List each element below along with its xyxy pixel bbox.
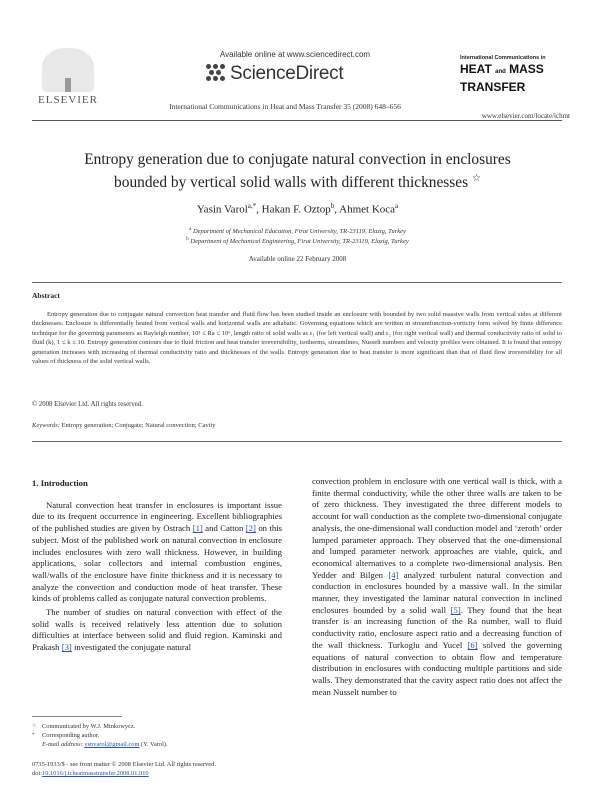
masthead-divider [32,120,562,121]
title-line-1: Entropy generation due to conjugate natural convection in enclosures [84,151,511,168]
keywords-label: Keywords: [32,422,60,429]
affiliation-text: Department of Mechanical Education, Firat University, TR-23119, Elazig, Turkey [192,228,406,236]
journal-cover-and: and [495,69,506,75]
paragraph [32,607,282,654]
reference-link[interactable]: [5] [450,604,461,615]
footnote-communicated [32,722,272,731]
article-title [40,150,555,192]
paragraph-text: analyzed turbulent natural convection and conduction in enclosures bounded by a massive wall. In the similar manner, they investigated the laminar natural convection in inclined enclosures bounded by a solid wall [312,569,563,615]
footnote-text: Communicated by W.J. Minkowycz. [42,723,136,730]
journal-cover-heat: HEAT [460,62,492,76]
author-name[interactable]: Hakan F. Oztop [261,203,331,216]
paragraph-text: Natural convection heat transfer in enclosures is important issue due to its frequent occurrence in engineering. Excellent bibliographies of the published studies are given by Ostrach [32,499,282,534]
author-name[interactable]: Yasin Varol [196,203,248,216]
elsevier-logo [32,48,104,110]
footnote-email [32,740,272,749]
paragraph-text: solved the governing equations of natural convection to obtain flow and temperature distribution in enclosures with conducting multiple partitions and side walls. They demonstrated that the cavity aspect ratio does not affect the mean Nusselt number to [312,639,562,697]
paragraph-text: investigated the conjugate natural [71,642,191,653]
elsevier-tree-icon [42,48,94,92]
section-heading-introduction: 1. Introduction [32,478,88,488]
journal-masthead [0,0,595,136]
journal-cover-mass: MASS [509,62,544,76]
reference-link[interactable]: [2] [245,523,256,534]
affiliation-mark: b [186,237,189,242]
paragraph-text: The number of studies on natural convection with effect of the solid walls is received relatively less attention due to solution difficulties at interface between solid and fluid region. Kaminski and Prakash [32,607,282,653]
journal-citation: International Communications in Heat and Mass Transfer 35 (2008) 648–656 [169,102,401,111]
paragraph [312,476,562,698]
footnote-mark: ☆ [32,724,37,729]
journal-cover-subtitle: International Communications in [460,55,546,61]
abstract-copyright: © 2008 Elsevier Ltd. All rights reserved. [32,401,143,408]
journal-url-link[interactable]: www.elsevier.com/locate/ichmt [481,112,570,120]
author-affiliation-mark: a, [247,202,253,210]
paragraph-text: on this subject. Most of the published work on natural convection in enclosure includes enclosures with zero wall thickness. However, in building applications, solar collectors and internal combustion engines, wall/walls of the enclosure have finite thickness and it is necessary to analyze the convection and conduction mode of heat transfer. These kinds of problems called as conjugate natural convection problems. [32,523,282,604]
title-line-2: bounded by vertical solid walls with different thicknesses [114,174,469,192]
online-date: Available online 22 February 2008 [248,255,347,263]
keywords-list: Entropy generation; Conjugate; Natural convection; Cavity [61,422,216,429]
available-online-text: Available online at www.sciencedirect.com [219,50,371,59]
right-column [312,476,562,700]
doi-link[interactable]: 10.1016/j.icheatmasstransfer.2008.01.010 [41,770,149,777]
sciencedirect-logo [204,60,364,90]
reference-link[interactable]: [1] [192,523,203,534]
journal-cover-logo [460,55,558,107]
keywords [32,422,216,429]
sciencedirect-wordmark: ScienceDirect [230,63,344,84]
email-link[interactable]: ysnvarol@gmail.com [84,741,140,748]
paragraph [32,500,282,605]
affiliation-a [40,227,555,235]
affiliation-mark: a [189,227,192,232]
page-footer [32,760,332,778]
title-footnote-mark[interactable]: ☆ [471,173,481,184]
author-separator: , [256,203,262,216]
left-column [32,478,282,656]
paragraph-text: . They found that the heat transfer is an increasing function of the Ra number, wall to fluid conductivity ratio, enclosure aspect ratio and a decreasing function of the wall thickness. Turkoglu and Yucel [312,604,563,650]
reference-link[interactable]: [6] [467,639,478,650]
abstract-top-divider [32,282,562,283]
email-suffix: (Y. Varol). [139,741,168,748]
journal-cover-transfer: TRANSFER [460,80,526,94]
footnote-corresponding [32,731,272,740]
corresponding-author-mark[interactable]: * [252,202,257,210]
author-list [40,202,555,216]
footnote-divider [32,716,122,717]
author-name[interactable]: Ahmet Koca [339,203,396,216]
reference-link[interactable]: [4] [388,569,399,580]
sciencedirect-dots-icon [204,64,228,84]
doi-label: doi: [32,770,42,777]
author-affiliation-mark: a [395,202,399,210]
doi-line [32,769,332,778]
footnote-text: Corresponding author. [42,732,100,739]
issn-line: 0735-1933/$ - see front matter © 2008 Elsevier Ltd. All rights reserved. [32,761,216,768]
author-separator: , [334,203,340,216]
abstract-text: Entropy generation due to conjugate natural convection heat transfer and fluid flow has been studied inside an enclosure with bounded by two solid massive walls from vertical sides at different thicknesses. Enclosure is differentially heated from vertical walls and horizontal walls are adiabatic. Governing equations which are written in streamfunction-vorticity form solved by finite difference technique for the governing parameters as Rayleigh number, 10³ ≤ Ra ≤ 10⁶, length ratio of solid walls as ε₁ (for left vertical wall) and ε₂ (for right vertical wall) and thermal conductivity ratio of solid to fluid (k), 1 ≤ k ≤ 10. Entropy generation contours due to fluid friction and heat transfer irreversibility, isotherms, streamlines, Nusselt numbers and velocity profiles were obtained. It is found that entropy generation increases with increasing of thermal conductivity ratio and thicknesses of the walls. Entropy generation due to heat transfer is more significant than that of fluid flow irreversibility for all values of thickness of the solid vertical walls. [32,311,562,366]
email-label: E-mail address: [42,741,83,748]
affiliation-text: Department of Mechanical Engineering, Firat University, TR-23119, Elazig, Turkey [190,238,409,246]
affiliation-b [40,237,555,245]
author-affiliation-mark: b [330,202,335,210]
abstract-heading: Abstract [32,291,60,300]
footnotes [32,722,272,749]
paragraph-text: convection problem in enclosure with one vertical wall is thick, with a finite thermal conductivity, while the other three walls are taken to be of zero thickness. They investigated the three different models to account for wall conduction as the complete two-dimensional conjugate analysis, the one-dimensional wall conduction model and ‘zeroth’ order lumped parameter approach. They observed that the one-dimensional and lumped parameter network approaches are viable, quick, and economical alternatives to a complete two-dimensional analysis. Ben Yedder and Bilgen [312,476,562,580]
paragraph-text: and Catton [202,523,246,534]
abstract-bottom-divider [32,441,562,442]
elsevier-wordmark: ELSEVIER [38,94,98,106]
footnote-mark: * [32,733,35,738]
reference-link[interactable]: [3] [61,642,72,653]
